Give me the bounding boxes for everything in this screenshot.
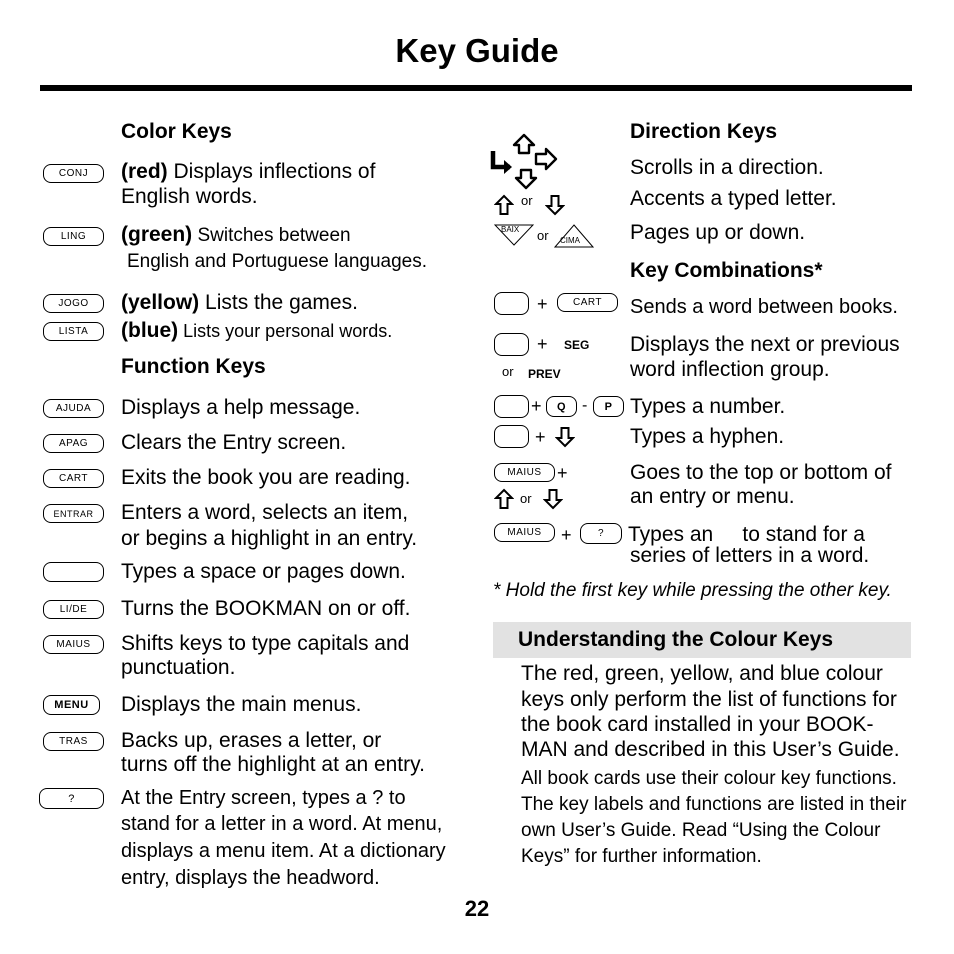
title-rule [40, 85, 912, 91]
cart-key-icon-combo: CART [557, 293, 618, 312]
question-key-icon-combo: ? [580, 523, 622, 544]
question-desc-4: entry, displays the headword. [121, 867, 380, 889]
function-keys-heading: Function Keys [121, 355, 266, 378]
colour-para-line-1: The red, green, yellow, and blue colour [521, 662, 883, 685]
letter-key-icon-4 [494, 425, 529, 448]
colour-para-line-4: MAN and described in this User’s Guide. [521, 738, 900, 761]
apag-desc: Clears the Entry screen. [121, 431, 347, 454]
top-bottom-desc-2: an entry or menu. [630, 485, 795, 508]
cima-label: CIMA [560, 236, 580, 245]
letter-key-icon [494, 292, 529, 315]
or-label-3: or [502, 364, 514, 379]
down-arrow-icon-2 [555, 426, 575, 448]
space-key-icon [43, 562, 104, 582]
maius-key-icon-combo: MAIUS [494, 463, 555, 482]
apag-key-icon: APAG [43, 434, 104, 453]
maius-key-icon: MAIUS [43, 635, 104, 654]
color-key-yellow-desc: (yellow) Lists the games. [121, 291, 358, 314]
inflection-group-desc-2: word inflection group. [630, 358, 830, 381]
plus-sign-5: + [557, 463, 568, 483]
lista-key-icon: LISTA [43, 322, 104, 341]
colour-keys-heading: Understanding the Colour Keys [518, 628, 834, 651]
color-keys-heading: Color Keys [121, 120, 232, 143]
direction-keys-heading: Direction Keys [630, 120, 778, 143]
top-bottom-desc: Goes to the top or bottom of [630, 461, 892, 484]
types-number-desc: Types a number. [630, 395, 786, 418]
plus-sign-2: + [537, 334, 548, 354]
or-label-2: or [537, 228, 549, 243]
tras-desc: Backs up, erases a letter, or [121, 729, 382, 752]
seg-key-label: SEG [564, 338, 590, 352]
down-arrow-icon [545, 194, 565, 216]
or-label-4: or [520, 491, 532, 506]
page-number: 22 [464, 896, 490, 921]
colour-para-line-8: Keys” for further information. [521, 846, 762, 867]
maius-desc-2: punctuation. [121, 656, 236, 679]
colour-para-line-7: own User’s Guide. Read “Using the Colour [521, 820, 881, 841]
space-desc: Types a space or pages down. [121, 560, 406, 583]
question-desc-2: stand for a letter in a word. At menu, [121, 813, 443, 835]
tras-key-icon: TRAS [43, 732, 104, 751]
entrar-desc-2: or begins a highlight in an entry. [121, 527, 418, 550]
ajuda-key-icon: AJUDA [43, 399, 104, 418]
q-key-icon: Q [546, 396, 577, 417]
maius-desc: Shifts keys to type capitals and [121, 632, 410, 655]
maius-key-icon-combo-2: MAIUS [494, 523, 555, 542]
up-arrow-icon [494, 194, 514, 216]
plus-sign-3: + [531, 396, 542, 416]
send-word-desc: Sends a word between books. [630, 296, 898, 318]
page-desc: Pages up or down. [630, 221, 806, 244]
color-key-blue-desc: (blue) Lists your personal words. [121, 319, 393, 342]
colour-para-line-2: keys only perform the list of functions for [521, 688, 897, 711]
or-label: or [521, 193, 533, 208]
entrar-key-icon: ENTRAR [43, 504, 104, 523]
letter-key-icon-2 [494, 333, 529, 356]
baix-label: BAIX [501, 225, 520, 234]
colour-para-line-6: The key labels and functions are listed in their [521, 794, 907, 815]
inflection-group-desc: Displays the next or previous [630, 333, 900, 356]
colour-para-line-5: All book cards use their colour key functions. [521, 768, 897, 789]
letter-key-icon-3 [494, 395, 529, 418]
cart-desc: Exits the book you are reading. [121, 466, 411, 489]
down-arrow-icon-3 [543, 488, 563, 510]
plus-sign-4: + [535, 427, 546, 447]
lide-key-icon: LI/DE [43, 600, 104, 619]
p-key-icon: P [593, 396, 624, 417]
color-key-red-desc-2: English words. [121, 185, 258, 208]
lide-desc: Turns the BOOKMAN on or off. [121, 597, 411, 620]
page-title: Key Guide [395, 32, 559, 69]
question-desc: At the Entry screen, types a ? to [121, 787, 406, 809]
types-hyphen-desc: Types a hyphen. [630, 425, 785, 448]
conj-key-icon: CONJ [43, 164, 104, 183]
plus-sign-6: + [561, 525, 572, 545]
direction-cluster-icon [490, 133, 562, 191]
question-key-icon: ? [39, 788, 104, 809]
cart-key-icon: CART [43, 469, 104, 488]
dash-sign: - [582, 397, 588, 414]
entrar-desc: Enters a word, selects an item, [121, 501, 409, 524]
scroll-desc: Scrolls in a direction. [630, 156, 824, 179]
accent-desc: Accents a typed letter. [630, 187, 837, 210]
wildcard-desc-2: series of letters in a word. [630, 544, 870, 567]
colour-para-line-3: the book card installed in your BOOK- [521, 713, 874, 736]
plus-sign: + [537, 294, 548, 314]
key-combinations-heading: Key Combinations* [630, 259, 823, 282]
wildcard-desc: Types an to stand for a [628, 523, 865, 546]
question-desc-3: displays a menu item. At a dictionary [121, 840, 446, 862]
color-key-green-desc: (green) Switches between [121, 223, 351, 246]
color-key-red-desc: (red) Displays inflections of [121, 160, 376, 183]
up-arrow-icon-2 [494, 488, 514, 510]
ling-key-icon: LING [43, 227, 104, 246]
color-key-green-desc-2: English and Portuguese languages. [127, 251, 428, 272]
ajuda-desc: Displays a help message. [121, 396, 361, 419]
tras-desc-2: turns off the highlight at an entry. [121, 753, 425, 776]
menu-key-icon: MENU [43, 695, 100, 715]
footnote: * Hold the first key while pressing the other key. [493, 580, 892, 601]
jogo-key-icon: JOGO [43, 294, 104, 313]
prev-key-label: PREV [528, 367, 561, 381]
menu-desc: Displays the main menus. [121, 693, 362, 716]
